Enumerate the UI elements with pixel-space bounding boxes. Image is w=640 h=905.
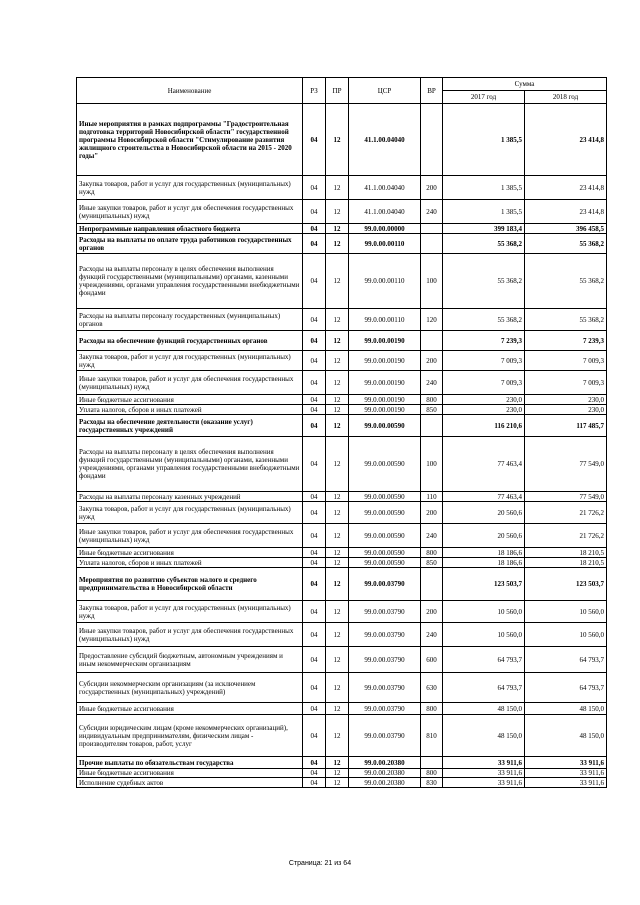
header-name: Наименование [77,78,303,104]
header-vr: ВР [421,78,443,104]
row-vr: 240 [421,623,443,647]
table-row [77,254,607,309]
table-row [77,415,607,437]
row-amount-2018: 21 726,2 [525,524,607,548]
row-csr: 99.0.00.00190 [349,371,421,395]
row-pr: 12 [326,492,349,502]
row-csr: 99.0.00.20380 [349,778,421,788]
row-csr: 99.0.00.03790 [349,647,421,673]
row-pr: 12 [326,331,349,351]
row-vr: 800 [421,548,443,558]
row-name: Иные бюджетные ассигнования [77,548,303,558]
table-row [77,331,607,351]
table-row [77,224,607,234]
row-pr: 12 [326,104,349,176]
row-amount-2017: 20 560,6 [443,502,525,524]
row-amount-2018: 55 368,2 [525,309,607,331]
row-vr: 100 [421,254,443,309]
header-year-2018: 2018 год [525,91,607,104]
row-pr: 12 [326,703,349,715]
row-rz: 04 [303,757,326,769]
row-amount-2017: 399 183,4 [443,224,525,234]
row-csr: 99.0.00.03790 [349,715,421,757]
row-rz: 04 [303,224,326,234]
row-amount-2018: 10 560,0 [525,623,607,647]
table-row [77,200,607,224]
row-name: Закупка товаров, работ и услуг для государственных (муниципальных) нужд [77,351,303,371]
row-pr: 12 [326,623,349,647]
row-pr: 12 [326,769,349,778]
row-csr: 99.0.00.00590 [349,415,421,437]
row-pr: 12 [326,558,349,568]
row-amount-2018: 55 368,2 [525,234,607,254]
row-amount-2018: 23 414,8 [525,104,607,176]
row-name: Исполнение судебных актов [77,778,303,788]
row-amount-2018: 23 414,8 [525,200,607,224]
row-name: Иные закупки товаров, работ и услуг для обеспечения государственных (муниципальных) нужд [77,524,303,548]
row-csr: 99.0.00.03790 [349,568,421,601]
row-pr: 12 [326,757,349,769]
row-vr: 600 [421,647,443,673]
row-amount-2018: 55 368,2 [525,254,607,309]
row-amount-2018: 10 560,0 [525,601,607,623]
table-row [77,405,607,415]
row-csr: 99.0.00.03790 [349,673,421,703]
row-rz: 04 [303,568,326,601]
row-vr: 830 [421,778,443,788]
row-amount-2018: 18 210,5 [525,548,607,558]
row-name: Расходы на обеспечение деятельности (оказание услуг) государственных учреждений [77,415,303,437]
row-amount-2017: 64 793,7 [443,647,525,673]
row-vr [421,415,443,437]
header-pr: ПР [326,78,349,104]
row-rz: 04 [303,415,326,437]
row-amount-2017: 230,0 [443,405,525,415]
table-row [77,395,607,405]
row-pr: 12 [326,548,349,558]
row-amount-2017: 48 150,0 [443,703,525,715]
row-amount-2018: 117 485,7 [525,415,607,437]
row-rz: 04 [303,395,326,405]
row-pr: 12 [326,224,349,234]
row-pr: 12 [326,524,349,548]
row-rz: 04 [303,647,326,673]
table-row [77,309,607,331]
table-row [77,104,607,176]
row-name: Расходы на выплаты по оплате труда работников государственных органов [77,234,303,254]
header-rz: РЗ [303,78,326,104]
row-rz: 04 [303,331,326,351]
row-rz: 04 [303,351,326,371]
row-pr: 12 [326,502,349,524]
header-year-2017: 2017 год [443,91,525,104]
table-row [77,558,607,568]
row-amount-2017: 7 009,3 [443,351,525,371]
row-vr: 200 [421,601,443,623]
row-name: Расходы на выплаты персоналу государственных (муниципальных) органов [77,309,303,331]
row-rz: 04 [303,437,326,492]
row-amount-2017: 10 560,0 [443,601,525,623]
row-amount-2018: 123 503,7 [525,568,607,601]
row-csr: 41.1.00.04040 [349,104,421,176]
row-vr [421,331,443,351]
row-amount-2017: 1 385,5 [443,176,525,200]
row-pr: 12 [326,405,349,415]
row-vr: 200 [421,176,443,200]
row-amount-2018: 7 239,3 [525,331,607,351]
row-pr: 12 [326,673,349,703]
row-csr: 99.0.00.00110 [349,309,421,331]
table-row [77,437,607,492]
table-row [77,647,607,673]
row-amount-2017: 1 385,5 [443,200,525,224]
row-csr: 99.0.00.00590 [349,492,421,502]
row-pr: 12 [326,601,349,623]
table-row [77,715,607,757]
row-vr: 850 [421,558,443,568]
row-vr [421,757,443,769]
row-name: Субсидии некоммерческим организациям (за исключением государственных (муниципальных) учреждений) [77,673,303,703]
row-vr: 800 [421,395,443,405]
header-csr: ЦСР [349,78,421,104]
row-amount-2017: 33 911,6 [443,778,525,788]
row-csr: 99.0.00.00110 [349,254,421,309]
row-amount-2017: 18 186,6 [443,558,525,568]
header-sum: Сумма [443,78,607,91]
row-name: Закупка товаров, работ и услуг для государственных (муниципальных) нужд [77,502,303,524]
row-amount-2018: 33 911,6 [525,757,607,769]
row-rz: 04 [303,673,326,703]
row-vr: 630 [421,673,443,703]
row-pr: 12 [326,371,349,395]
row-name: Расходы на выплаты персоналу в целях обеспечения выполнения функций государственными (муниципальными) органами, казенными учреждениями, органами управления государственными внебюджетными фондами [77,437,303,492]
row-vr [421,104,443,176]
row-name: Мероприятия по развитию субъектов малого и среднего предпринимательства в Новосибирской области [77,568,303,601]
row-vr: 850 [421,405,443,415]
row-amount-2018: 33 911,6 [525,769,607,778]
row-name: Иные закупки товаров, работ и услуг для обеспечения государственных (муниципальных) нужд [77,623,303,647]
row-pr: 12 [326,715,349,757]
table-row [77,492,607,502]
row-csr: 99.0.00.03790 [349,623,421,647]
row-rz: 04 [303,309,326,331]
row-pr: 12 [326,176,349,200]
row-amount-2018: 230,0 [525,395,607,405]
row-name: Закупка товаров, работ и услуг для государственных (муниципальных) нужд [77,601,303,623]
row-amount-2018: 77 549,0 [525,437,607,492]
row-pr: 12 [326,351,349,371]
row-name: Закупка товаров, работ и услуг для государственных (муниципальных) нужд [77,176,303,200]
row-amount-2018: 64 793,7 [525,673,607,703]
table-row [77,769,607,778]
row-csr: 99.0.00.00590 [349,558,421,568]
table-row [77,371,607,395]
row-name: Уплата налогов, сборов и иных платежей [77,558,303,568]
row-rz: 04 [303,778,326,788]
row-rz: 04 [303,492,326,502]
table-row [77,703,607,715]
row-name: Иные закупки товаров, работ и услуг для обеспечения государственных (муниципальных) нужд [77,371,303,395]
row-csr: 99.0.00.03790 [349,703,421,715]
row-name: Субсидии юридическим лицам (кроме некоммерческих организаций), индивидуальным предпринимателям, физическим лицам - производителям товаров, работ, услуг [77,715,303,757]
row-vr: 200 [421,502,443,524]
table-row [77,234,607,254]
row-amount-2017: 20 560,6 [443,524,525,548]
row-pr: 12 [326,254,349,309]
row-name: Иные бюджетные ассигнования [77,395,303,405]
row-name: Иные закупки товаров, работ и услуг для обеспечения государственных (муниципальных) нужд [77,200,303,224]
row-csr: 41.1.00.04040 [349,176,421,200]
row-csr: 99.0.00.03790 [349,601,421,623]
row-rz: 04 [303,502,326,524]
row-amount-2018: 230,0 [525,405,607,415]
row-amount-2018: 7 009,3 [525,351,607,371]
row-csr: 99.0.00.00590 [349,524,421,548]
row-amount-2018: 7 009,3 [525,371,607,395]
row-vr: 810 [421,715,443,757]
row-rz: 04 [303,405,326,415]
row-rz: 04 [303,234,326,254]
row-pr: 12 [326,437,349,492]
row-amount-2018: 18 210,5 [525,558,607,568]
table-body [77,104,607,788]
row-csr: 41.1.00.04040 [349,200,421,224]
row-vr [421,224,443,234]
row-csr: 99.0.00.00190 [349,351,421,371]
row-amount-2018: 64 793,7 [525,647,607,673]
table-row [77,351,607,371]
table-row [77,673,607,703]
row-amount-2018: 77 549,0 [525,492,607,502]
table-row [77,524,607,548]
row-pr: 12 [326,568,349,601]
row-csr: 99.0.00.00110 [349,234,421,254]
row-amount-2017: 116 210,6 [443,415,525,437]
row-vr [421,568,443,601]
row-rz: 04 [303,623,326,647]
row-csr: 99.0.00.00190 [349,331,421,351]
row-csr: 99.0.00.00590 [349,437,421,492]
row-csr: 99.0.00.00190 [349,395,421,405]
row-amount-2018: 396 458,5 [525,224,607,234]
row-vr [421,234,443,254]
row-vr: 240 [421,371,443,395]
table-row [77,548,607,558]
row-amount-2017: 55 368,2 [443,309,525,331]
row-pr: 12 [326,778,349,788]
row-rz: 04 [303,371,326,395]
row-rz: 04 [303,254,326,309]
row-amount-2017: 123 503,7 [443,568,525,601]
row-csr: 99.0.00.00590 [349,502,421,524]
budget-table [76,77,607,788]
row-rz: 04 [303,104,326,176]
row-amount-2017: 230,0 [443,395,525,405]
row-amount-2017: 7 009,3 [443,371,525,395]
row-vr: 240 [421,524,443,548]
row-pr: 12 [326,395,349,405]
row-rz: 04 [303,524,326,548]
row-amount-2018: 48 150,0 [525,703,607,715]
page-footer: Страница: 21 из 64 [288,860,352,867]
row-pr: 12 [326,234,349,254]
row-name: Уплата налогов, сборов и иных платежей [77,405,303,415]
row-name: Расходы на выплаты персоналу в целях обеспечения выполнения функций государственными (муниципальными) органами, казенными учреждениями, органами управления государственными внебюджетными фондами [77,254,303,309]
row-vr: 800 [421,769,443,778]
row-amount-2018: 21 726,2 [525,502,607,524]
row-amount-2017: 33 911,6 [443,769,525,778]
table-row [77,757,607,769]
row-rz: 04 [303,176,326,200]
row-rz: 04 [303,703,326,715]
row-amount-2017: 10 560,0 [443,623,525,647]
row-pr: 12 [326,200,349,224]
row-amount-2018: 33 911,6 [525,778,607,788]
row-name: Предоставление субсидий бюджетным, автономным учреждениям и иным некоммерческим организациям [77,647,303,673]
row-amount-2017: 48 150,0 [443,715,525,757]
row-rz: 04 [303,200,326,224]
table-row [77,568,607,601]
table-row [77,601,607,623]
row-name: Иные мероприятия в рамках подпрограммы "Градостроительная подготовка территорий Новосибирской области" государственной программы Новосибирской области "Стимулирование развития жилищного строительства в Новосибирской области на 2015 - 2020 годы" [77,104,303,176]
row-name: Непрограммные направления областного бюджета [77,224,303,234]
table-row [77,176,607,200]
row-csr: 99.0.00.20380 [349,769,421,778]
row-vr: 200 [421,351,443,371]
row-vr: 100 [421,437,443,492]
row-amount-2018: 23 414,8 [525,176,607,200]
row-name: Прочие выплаты по обязательствам государства [77,757,303,769]
row-vr: 800 [421,703,443,715]
row-csr: 99.0.00.00000 [349,224,421,234]
row-rz: 04 [303,769,326,778]
row-vr: 120 [421,309,443,331]
row-pr: 12 [326,309,349,331]
row-amount-2017: 77 463,4 [443,437,525,492]
row-name: Расходы на обеспечение функций государственных органов [77,331,303,351]
row-amount-2017: 55 368,2 [443,254,525,309]
row-pr: 12 [326,415,349,437]
row-amount-2017: 55 368,2 [443,234,525,254]
row-amount-2017: 77 463,4 [443,492,525,502]
row-amount-2017: 33 911,6 [443,757,525,769]
row-name: Расходы на выплаты персоналу казенных учреждений [77,492,303,502]
row-name: Иные бюджетные ассигнования [77,703,303,715]
row-amount-2017: 18 186,6 [443,548,525,558]
row-rz: 04 [303,715,326,757]
row-amount-2017: 64 793,7 [443,673,525,703]
table-row [77,623,607,647]
row-amount-2017: 1 385,5 [443,104,525,176]
row-rz: 04 [303,601,326,623]
table-row [77,778,607,788]
row-csr: 99.0.00.00590 [349,548,421,558]
row-rz: 04 [303,548,326,558]
row-amount-2018: 48 150,0 [525,715,607,757]
row-rz: 04 [303,558,326,568]
row-csr: 99.0.00.20380 [349,757,421,769]
row-vr: 240 [421,200,443,224]
row-csr: 99.0.00.00190 [349,405,421,415]
row-name: Иные бюджетные ассигнования [77,769,303,778]
row-vr: 110 [421,492,443,502]
table-row [77,502,607,524]
row-pr: 12 [326,647,349,673]
row-amount-2017: 7 239,3 [443,331,525,351]
